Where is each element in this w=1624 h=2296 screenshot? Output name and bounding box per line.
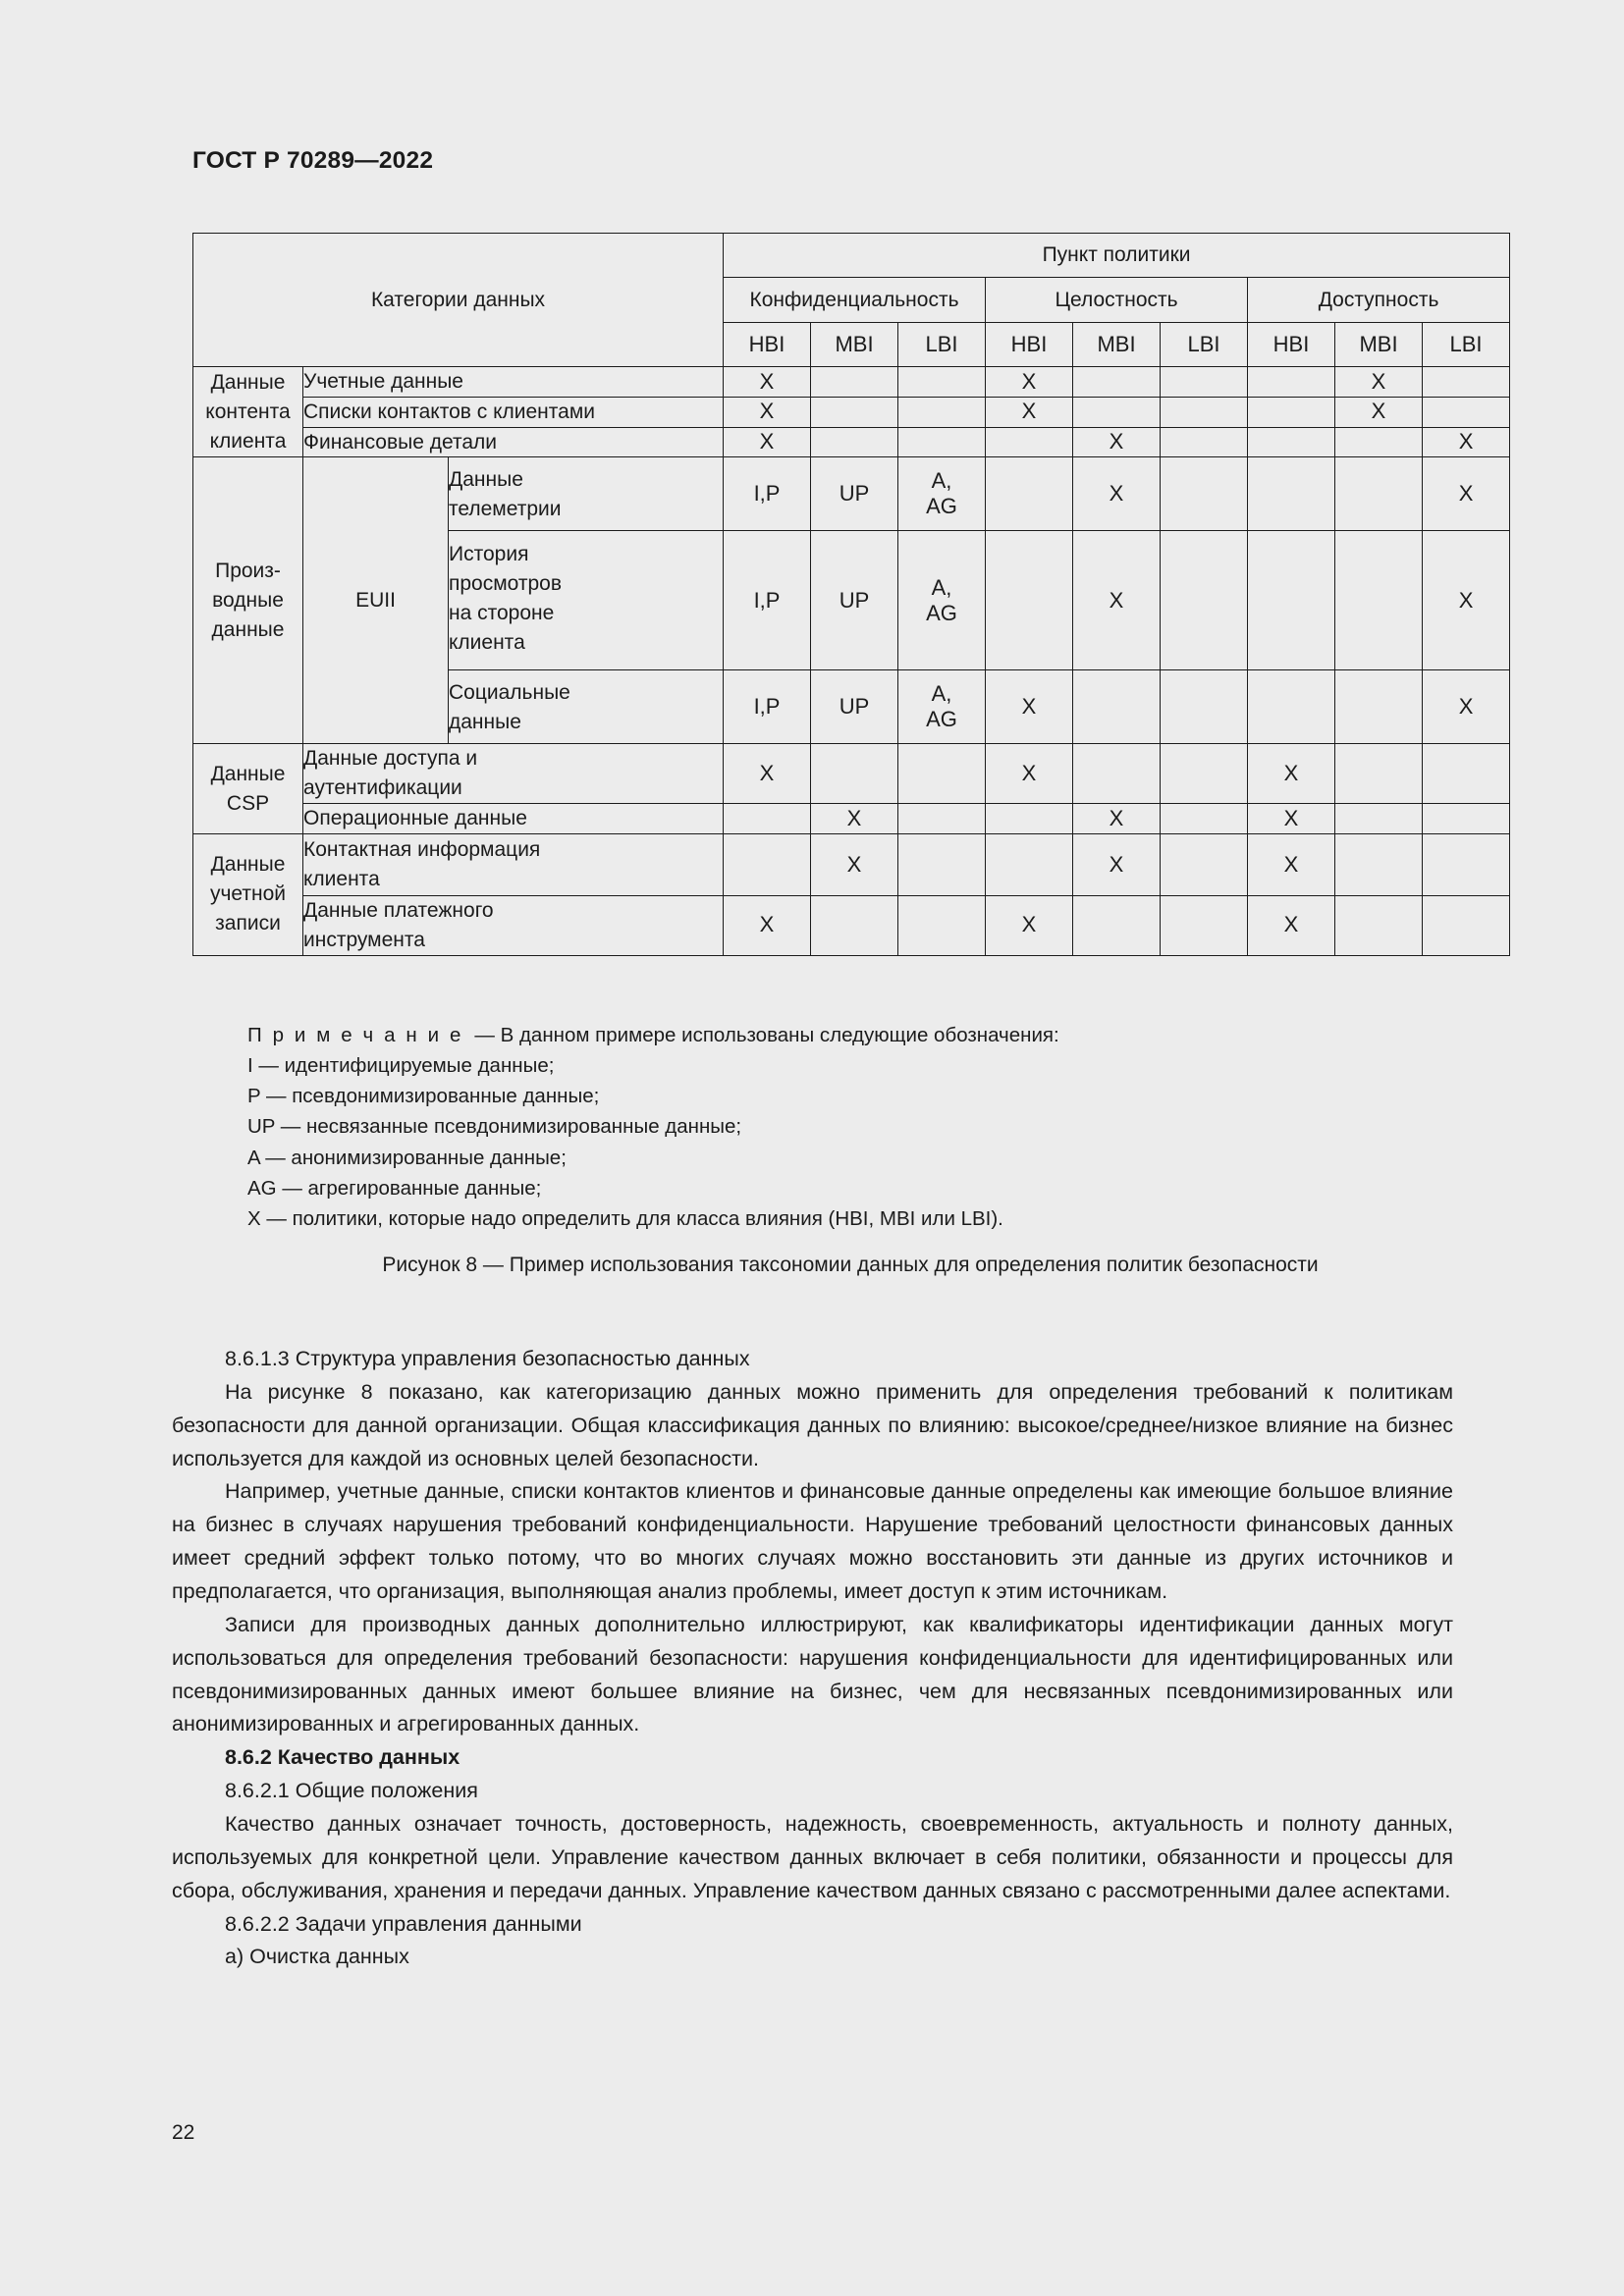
cell-value (1073, 895, 1161, 955)
cell-value (1335, 804, 1423, 834)
table-body (193, 367, 1510, 956)
cell-value (1248, 367, 1335, 398)
figure-caption: Рисунок 8 — Пример использования таксономии данных для определения политик безопасности (382, 1254, 1319, 1276)
cell-value (1073, 367, 1161, 398)
value-line: AG (926, 707, 957, 732)
table-row (193, 397, 1510, 427)
cell-value (898, 427, 986, 457)
cell-value (811, 397, 898, 427)
heading-8-6-2: 8.6.2 Качество данных (225, 1745, 460, 1770)
cell-value (1335, 531, 1423, 670)
cell-value: X (986, 744, 1073, 804)
cell-value (1423, 744, 1510, 804)
note-intro: — В данном примере использованы следующие обозначения: (474, 1024, 1059, 1046)
cell-value (1248, 397, 1335, 427)
note-line-1: I — идентифицируемые данные; (247, 1054, 555, 1078)
cell-value (1248, 531, 1335, 670)
cell-value (1161, 367, 1248, 398)
header-aspect-confidentiality: Конфиденциальность (724, 278, 986, 323)
value-line: AG (926, 600, 957, 625)
cell-value (1423, 804, 1510, 834)
cell-value (811, 367, 898, 398)
item-line: телеметрии (449, 498, 562, 521)
item-line: История (449, 543, 529, 566)
table-row (193, 744, 1510, 804)
cell-value (898, 457, 986, 531)
value-line: AG (926, 494, 957, 519)
cell-value: X (724, 367, 811, 398)
header-level-a-hbi: HBI (1248, 323, 1335, 367)
group-label-csp-data (193, 744, 303, 833)
note-label: П р и м е ч а н и е (247, 1024, 463, 1046)
table-row (193, 833, 1510, 895)
cell-value: X (1248, 833, 1335, 895)
table-row (193, 895, 1510, 955)
table-row (193, 367, 1510, 398)
item-line: на стороне (449, 602, 555, 625)
cell-value: I,P (724, 670, 811, 744)
cell-value: X (1073, 531, 1161, 670)
table-header-row-1 (193, 234, 1510, 278)
cell-value (986, 457, 1073, 531)
note-line-3: UP — несвязанные псевдонимизированные данные; (247, 1115, 742, 1139)
paragraph-2: Например, учетные данные, списки контактов клиентов и финансовые данные определены как имеющие большое влияние на бизнес в случаях нарушения требований конфиденциальности. Нарушение требований целостности финансовых данных имеет средний эффект только потому, что во многих случаях можно восстановить эти данные из других источников и предполагается, что организация, выполняющая анализ проблемы, имеет доступ к этим источникам. (172, 1479, 1453, 1604)
item-label: Финансовые детали (303, 427, 724, 457)
value-line: A, (931, 681, 952, 707)
header-level-c-hbi: HBI (724, 323, 811, 367)
cell-value (1335, 744, 1423, 804)
cell-value: X (1335, 397, 1423, 427)
cell-value: X (1335, 367, 1423, 398)
note-line-5: AG — агрегированные данные; (247, 1176, 542, 1200)
figure-8-table-wrapper (192, 233, 1508, 956)
item-label (449, 457, 724, 531)
cell-value (898, 804, 986, 834)
cell-value: X (724, 427, 811, 457)
group-label-account-data (193, 833, 303, 955)
item-line: инструмента (303, 928, 425, 951)
item-label (303, 895, 724, 955)
cell-value (1335, 895, 1423, 955)
cell-value (898, 397, 986, 427)
cell-value: X (986, 367, 1073, 398)
cell-value: X (724, 895, 811, 955)
cell-value (898, 895, 986, 955)
heading-8-6-1-3: 8.6.1.3 Структура управления безопасностью данных (225, 1347, 750, 1370)
table-row (193, 804, 1510, 834)
note-line-6: X — политики, которые надо определить для класса влияния (HBI, MBI или LBI). (247, 1206, 1003, 1230)
cell-value: X (986, 670, 1073, 744)
cell-value (1423, 833, 1510, 895)
item-label (303, 833, 724, 895)
cell-value (724, 804, 811, 834)
cell-value (1161, 531, 1248, 670)
header-level-i-mbi: MBI (1073, 323, 1161, 367)
cell-value (1073, 670, 1161, 744)
header-level-i-lbi: LBI (1161, 323, 1248, 367)
cell-value: UP (811, 531, 898, 670)
table-row (193, 427, 1510, 457)
cell-value (1161, 804, 1248, 834)
cell-value: X (1248, 744, 1335, 804)
cell-value (1423, 895, 1510, 955)
item-line: Контактная информация (303, 838, 541, 862)
header-categories: Категории данных (193, 234, 724, 367)
item-line: Данные платежного (303, 898, 494, 922)
table-note (247, 1020, 1426, 1234)
group-label-derived-data (193, 457, 303, 744)
cell-value (1248, 670, 1335, 744)
cell-value (1248, 427, 1335, 457)
cell-value (1161, 427, 1248, 457)
note-line-4: A — анонимизированные данные; (247, 1146, 567, 1169)
cell-value (898, 531, 986, 670)
cell-value (1161, 670, 1248, 744)
item-line: данные (449, 711, 521, 734)
cell-value: UP (811, 457, 898, 531)
running-header: ГОСТ Р 70289—2022 (192, 147, 434, 174)
cell-value (1335, 427, 1423, 457)
group-line: записи (215, 912, 281, 935)
cell-value (986, 804, 1073, 834)
item-line: Данные доступа и (303, 747, 478, 771)
cell-value: X (1423, 670, 1510, 744)
cell-value (1423, 397, 1510, 427)
cell-value (811, 427, 898, 457)
header-level-c-mbi: MBI (811, 323, 898, 367)
cell-value: X (1248, 804, 1335, 834)
item-line: клиента (303, 867, 380, 890)
item-label: Операционные данные (303, 804, 724, 834)
data-taxonomy-table (192, 233, 1510, 956)
group-line: данные (211, 617, 285, 641)
group-label-client-content (193, 367, 303, 457)
item-label: Списки контактов с клиентами (303, 397, 724, 427)
cell-value (1335, 833, 1423, 895)
item-line: аутентификации (303, 776, 462, 800)
subgroup-label-euii: EUII (303, 457, 449, 744)
cell-value: X (1073, 457, 1161, 531)
cell-value (1161, 895, 1248, 955)
cell-value (898, 670, 986, 744)
paragraph-1: На рисунке 8 показано, как категоризацию данных можно применить для определения требований к политикам безопасности для данной организации. Общая классификация данных по влиянию: высокое/среднее/низкое влияние на бизнес используется для каждой из основных целей безопасности. (172, 1379, 1453, 1470)
cell-value (898, 744, 986, 804)
item-label: Учетные данные (303, 367, 724, 398)
cell-value: X (811, 833, 898, 895)
cell-value (724, 833, 811, 895)
page-number: 22 (172, 2121, 195, 2144)
cell-value: X (1423, 531, 1510, 670)
group-line: Данные (210, 371, 286, 394)
cell-value (986, 427, 1073, 457)
cell-value (1073, 397, 1161, 427)
heading-8-6-2-2: 8.6.2.2 Задачи управления данными (225, 1911, 582, 1936)
paragraph-4: Качество данных означает точность, достоверность, надежность, своевременность, актуальность и полноту данных, используемых для конкретной цели. Управление качеством данных включает в себя политики, обязанности и процессы для сбора, обслуживания, хранения и передачи данных. Управление качеством данных связано с рассмотренными далее аспектами. (172, 1812, 1453, 1902)
cell-value: X (1423, 457, 1510, 531)
cell-value: X (986, 397, 1073, 427)
cell-value: X (724, 744, 811, 804)
paragraph-3: Записи для производных данных дополнительно иллюстрируют, как квалификаторы идентификации данных могут использоваться для определения требований безопасности: нарушения конфиденциальности для идентифицированных или псевдонимизированных данных имеют большее влияние на бизнес, чем для несвязанных псевдонимизированных или анонимизированных и агрегированных данных. (172, 1612, 1453, 1736)
value-line: A, (931, 468, 952, 494)
cell-value (811, 744, 898, 804)
body-text (172, 1343, 1453, 1974)
cell-value (898, 367, 986, 398)
table-row (193, 457, 1510, 531)
group-line: клиента (209, 429, 287, 453)
header-aspect-integrity: Целостность (986, 278, 1248, 323)
cell-value (1248, 457, 1335, 531)
cell-value (986, 833, 1073, 895)
item-line: Данные (449, 468, 523, 492)
cell-value: X (1073, 427, 1161, 457)
cell-value: X (724, 397, 811, 427)
cell-value (1335, 670, 1423, 744)
group-line: учетной (209, 882, 287, 906)
cell-value: X (1073, 804, 1161, 834)
list-item-a: a) Очистка данных (225, 1945, 409, 1969)
cell-value (986, 531, 1073, 670)
cell-value: X (1073, 833, 1161, 895)
cell-value: X (811, 804, 898, 834)
cell-value: I,P (724, 531, 811, 670)
cell-value (1161, 397, 1248, 427)
header-aspect-availability: Доступность (1248, 278, 1510, 323)
header-level-i-hbi: HBI (986, 323, 1073, 367)
cell-value: X (1423, 427, 1510, 457)
group-line: водные (212, 589, 284, 613)
header-level-c-lbi: LBI (898, 323, 986, 367)
item-line: Социальные (449, 681, 570, 705)
item-label (449, 670, 724, 744)
group-line: контента (205, 400, 291, 423)
header-level-a-lbi: LBI (1423, 323, 1510, 367)
cell-value (1161, 833, 1248, 895)
group-line: Данные (210, 762, 286, 785)
item-label (449, 531, 724, 670)
group-line: Произ- (215, 560, 281, 583)
cell-value (811, 895, 898, 955)
cell-value: I,P (724, 457, 811, 531)
group-line: Данные (210, 853, 286, 877)
item-line: клиента (449, 630, 525, 654)
group-line: CSP (226, 791, 270, 815)
cell-value (1161, 744, 1248, 804)
value-line: A, (931, 574, 952, 600)
cell-value: X (986, 895, 1073, 955)
cell-value (1335, 457, 1423, 531)
note-line-0 (247, 1020, 1426, 1050)
note-line-2: P — псевдонимизированные данные; (247, 1085, 600, 1108)
header-level-a-mbi: MBI (1335, 323, 1423, 367)
item-label (303, 744, 724, 804)
cell-value (1161, 457, 1248, 531)
cell-value: UP (811, 670, 898, 744)
cell-value (898, 833, 986, 895)
heading-8-6-2-1: 8.6.2.1 Общие положения (225, 1779, 478, 1803)
cell-value (1073, 744, 1161, 804)
item-line: просмотров (449, 572, 563, 596)
cell-value (1423, 367, 1510, 398)
cell-value: X (1248, 895, 1335, 955)
header-policy-item: Пункт политики (724, 234, 1510, 278)
